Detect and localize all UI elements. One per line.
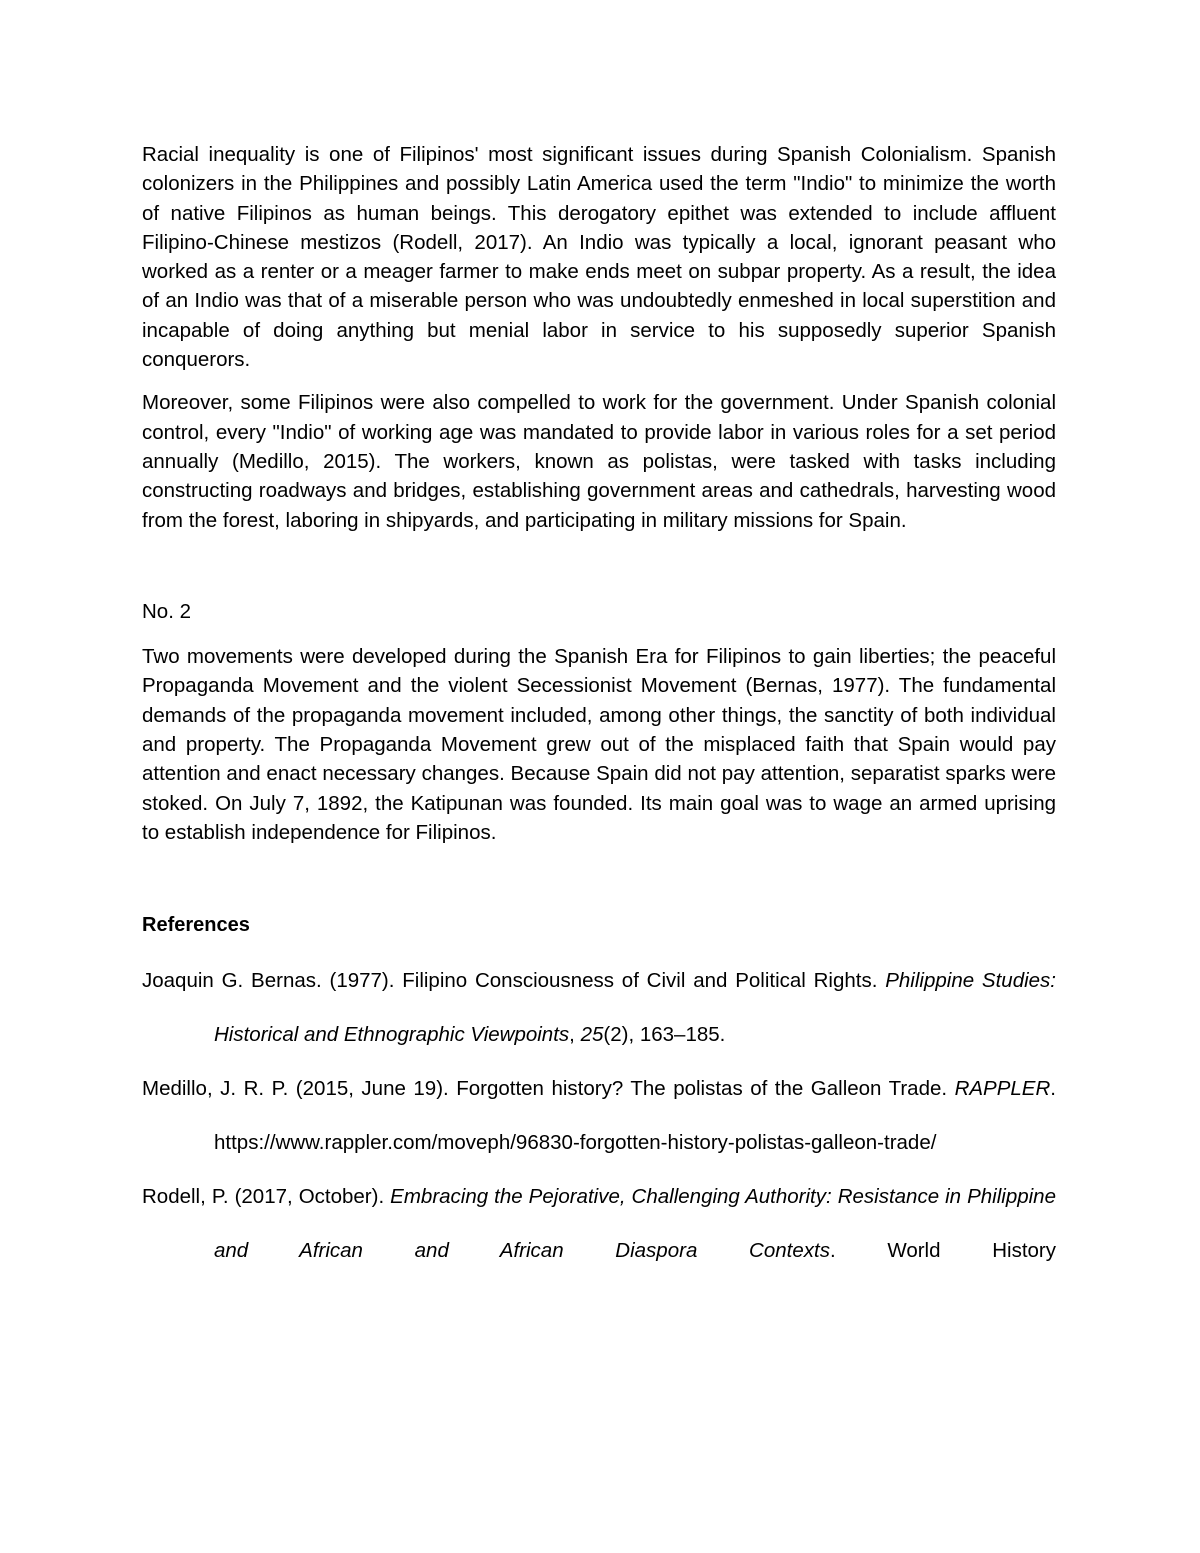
reference-medillo: [142, 1062, 1056, 1170]
ref-journal: Philippine Studies: Historical and Ethnographic Viewpoints: [214, 969, 1056, 1047]
document-page: [142, 140, 1056, 1278]
reference-bernas: [142, 954, 1056, 1062]
ref-publisher: RAPPLER: [954, 1077, 1051, 1101]
references-heading: References: [142, 914, 250, 937]
paragraph-racial-inequality: Racial inequality is one of Filipinos' most significant issues during Spanish Colonialism. Spanish colonizers in the Philippines and possibly Latin America used the term "Indio" to minimize the worth of native Filipinos as human beings. This derogatory epithet was extended to include affluent Filipino-Chinese mestizos (Rodell, 2017). An Indio was typically a local, ignorant peasant who worked as a renter or a meager farmer to make ends meet on subpar property. As a result, the idea of an Indio was that of a miserable person who was undoubtedly enmeshed in local superstition and incapable of doing anything but menial labor in service to his supposedly superior Spanish conquerors.: [142, 143, 1056, 372]
ref-text: (2), 163–185.: [603, 1023, 726, 1047]
reference-rodell: [142, 1170, 1056, 1278]
ref-title: Embracing the Pejorative, Challenging Authority: Resistance in Philippine and African and African Diaspora Contexts: [214, 1185, 1056, 1263]
ref-volume: 25: [580, 1023, 604, 1047]
paragraph-forced-labor: Moreover, some Filipinos were also compelled to work for the government. Under Spanish colonial control, every "Indio" of working age was mandated to provide labor in various roles for a set period annually (Medillo, 2015). The workers, known as polistas, were tasked with tasks including constructing roadways and bridges, establishing government areas and cathedrals, harvesting wood from the forest, laboring in shipyards, and participating in military missions for Spain.: [142, 391, 1056, 532]
ref-text: . World History: [829, 1239, 1056, 1263]
ref-text: ,: [569, 1023, 581, 1047]
ref-url: . https://www.rappler.com/moveph/96830-forgotten-history-polistas-galleon-trade/: [214, 1077, 1056, 1155]
ref-text: Joaquin G. Bernas. (1977). Filipino Consciousness of Civil and Political Rights.: [142, 969, 886, 993]
ref-text: Rodell, P. (2017, October).: [142, 1185, 391, 1209]
paragraph-movements: Two movements were developed during the Spanish Era for Filipinos to gain liberties; the peaceful Propaganda Movement and the violent Secessionist Movement (Bernas, 1977). The fundamental demands of the propaganda movement included, among other things, the sanctity of both individual and property. The Propaganda Movement grew out of the misplaced faith that Spain would pay attention and enact necessary changes. Because Spain did not pay attention, separatist sparks were stoked. On July 7, 1892, the Katipunan was founded. Its main goal was to wage an armed uprising to establish independence for Filipinos.: [142, 645, 1056, 844]
section-number: No. 2: [142, 599, 191, 623]
ref-text: Medillo, J. R. P. (2015, June 19). Forgotten history? The polistas of the Galleon Trade.: [142, 1077, 955, 1101]
references-list: [142, 954, 1056, 1278]
